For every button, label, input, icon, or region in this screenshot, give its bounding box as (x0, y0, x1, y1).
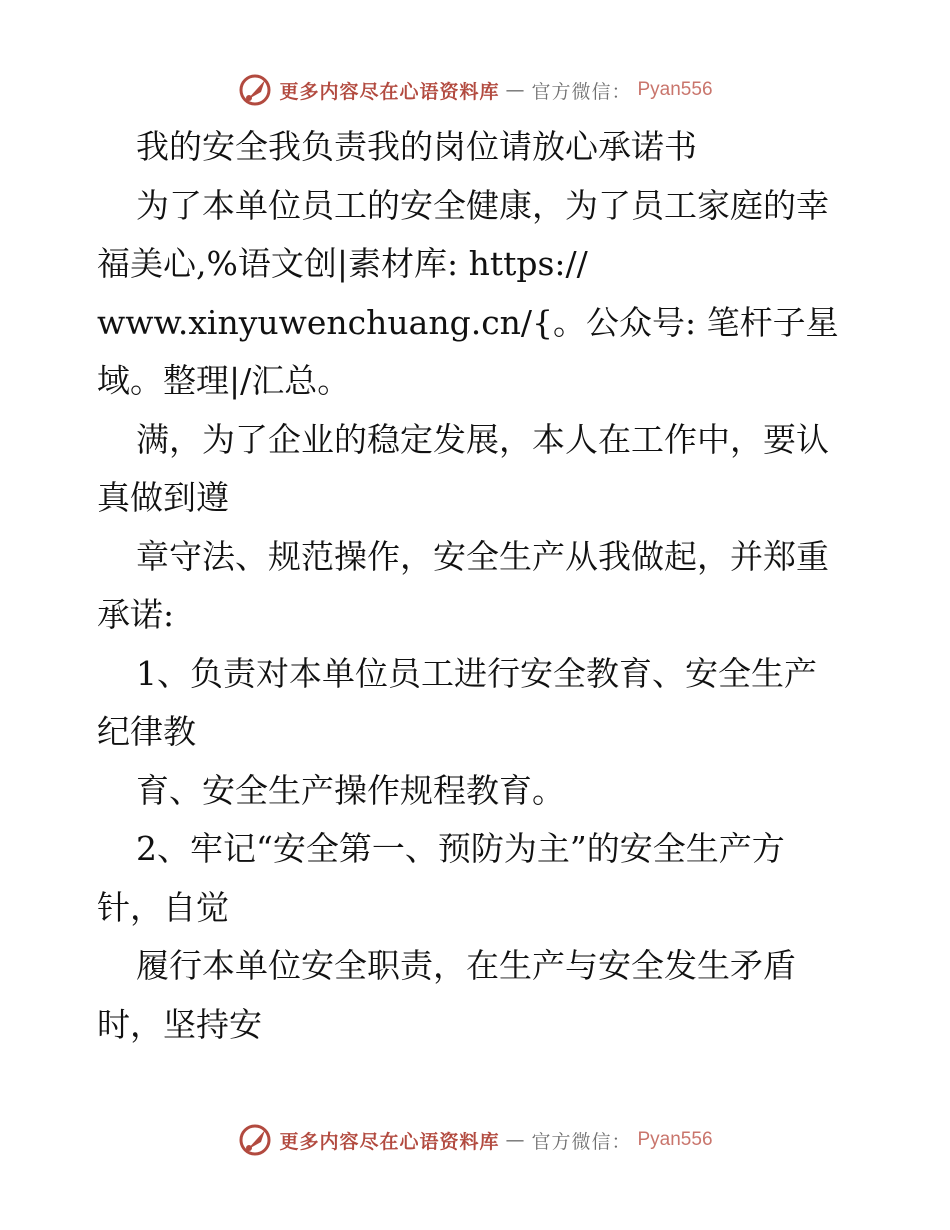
watermark-official-text: 官方微信： (531, 1130, 632, 1153)
watermark-site-text: 更多内容尽在心语资料库 (279, 80, 500, 103)
text-line: 满，为了企业的稳定发展，本人在工作中，要认 (136, 419, 829, 459)
watermark-dash: — (505, 79, 526, 101)
watermark-wechat-id: Pyan556 (637, 1129, 713, 1150)
text-line: 育、安全生产操作规程教育。 (136, 770, 565, 810)
watermark-wechat-id: Pyan556 (637, 79, 713, 100)
text-line: 为了本单位员工的安全健康，为了员工家庭的幸 (136, 185, 829, 225)
quill-logo-icon (237, 72, 273, 108)
text-line: 域。整理|/汇总。 (97, 361, 351, 400)
footer-watermark (0, 1120, 950, 1160)
header-watermark (0, 70, 950, 110)
text-line: 纪律教 (97, 712, 196, 751)
text-line: www.xinyuwenchuang.cn/{。公众号: 笔杆子星 (97, 302, 839, 342)
text-line: 章守法、规范操作，安全生产从我做起，并郑重 (136, 536, 829, 576)
text-line: 时，坚持安 (97, 1004, 262, 1044)
text-line: 1、负责对本单位员工进行安全教育、安全生产 (136, 653, 817, 693)
watermark-official-text: 官方微信： (531, 80, 632, 103)
text-line: 承诺: (97, 595, 175, 634)
quill-logo-icon (237, 1122, 273, 1158)
text-line: 真做到遵 (97, 478, 229, 517)
watermark-site-text: 更多内容尽在心语资料库 (279, 1130, 500, 1153)
text-line: 福美心,%语文创|素材库: https:// (97, 244, 588, 283)
text-line: 2、牢记“安全第一、预防为主”的安全生产方 (136, 829, 785, 868)
document-title: 我的安全我负责我的岗位请放心承诺书 (136, 127, 697, 166)
watermark-dash: — (505, 1129, 526, 1151)
text-line: 履行本单位安全职责，在生产与安全发生矛盾 (136, 946, 796, 985)
text-line: 针，自觉 (97, 887, 229, 927)
document-body (97, 118, 867, 1054)
